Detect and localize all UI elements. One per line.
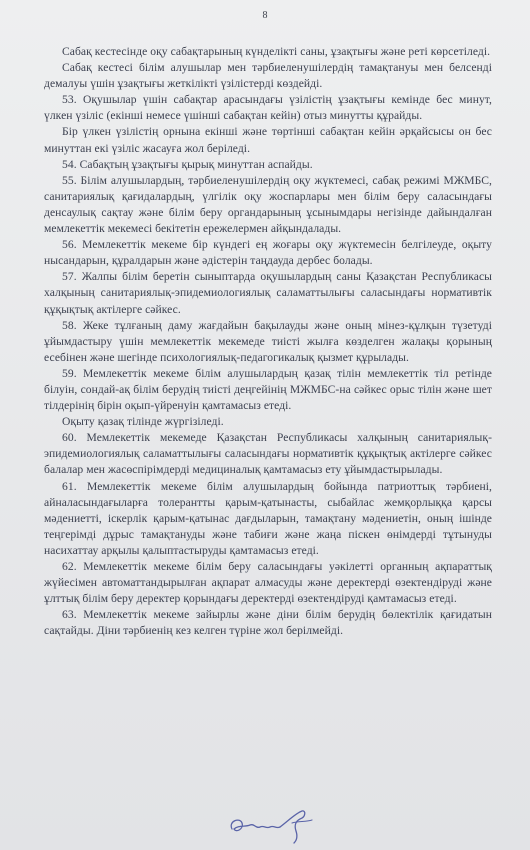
paragraph-schedule-breaks: Сабақ кестесі білім алушылар мен тәрбиеленушілердің тамақтануы мен белсенді демалуы үшін ұзақтығы жеткілікті үзілістерді көздейді. xyxy=(44,61,492,91)
paragraph-59: 59. Мемлекеттік мекеме білім алушылардың қазақ тілін мемлекеттік тіл ретінде білуін, сондай-ақ білім берудің тиісті деңгейінің МЖМБС-на сәйкес орыс тілін және шет тілдерінің бірін оқып-үйренуін қамтамасыз етеді. xyxy=(44,366,492,413)
paragraph-53: 53. Оқушылар үшін сабақтар арасындағы үзілістің ұзақтығы кемінде бес минут, үлкен үзіліс (екінші немесе үшінші сабақтан кейін) отыз минутты құрайды. xyxy=(44,93,492,123)
paragraph-61: 61. Мемлекеттік мекеме білім алушылардың бойында патриоттық тәрбиені, айналасындағыларға толерантты қарым-қатынасты, сыбайлас жемқорлыққа қарсы мәдениетті, іскерлік қарым-қатынас дағдыларын, тамақтану мәдениетін, оның ішінде теңгерімді дұрыс тамақтануды және табиғи және жаңа піскен өнімдерді тұтынуды насихаттау арқылы қалыптастыруды қамтамасыз етеді. xyxy=(44,479,492,557)
paragraph-57: 57. Жалпы білім беретін сыныптарда оқушылардың саны Қазақстан Республикасы халқының санитариялық-эпидемиологиялық саламаттылығы саласындағы нормативтік құқықтық актілерге сәйкес. xyxy=(44,270,492,316)
paragraph-63: 63. Мемлекеттік мекеме зайырлы және діни білім берудің бөлектілік қағидатын сақтайды. Діни тәрбиенің кез келген түріне жол берілмейді. xyxy=(44,608,492,638)
paragraph-60: 60. Мемлекеттік мекемеде Қазақстан Республикасы халқының санитариялық-эпидемиологиялық саламаттылығы саласындағы нормативтік құқықтық актілерге сәйкес балалар мен жасөспірімдерді медициналық қамтамасыз ету ұйымдастырылады. xyxy=(44,431,492,477)
handwritten-signature xyxy=(226,805,316,845)
paragraph-62: 62. Мемлекеттік мекеме білім беру саласындағы уәкілетті органның ақпараттық жүйесімен автоматтандырылған ақпарат алмасуды және деректерді өзектендіруді және ұлттық білім беру деректер қорындағы деректерді өзектендіруді қамтамасыз етеді. xyxy=(44,560,492,606)
paragraph-58: 58. Жеке тұлғаның даму жағдайын бақылауды және оның мінез-құлқын түзетуді ұйымдастыру үшін мемлекеттік мекемеде тиісті жылға көзделген жалақы қорының есебінен және шегінде психологиялық-педагогикалық қызмет құрылады. xyxy=(44,318,492,364)
paragraph-54: 54. Сабақтың ұзақтығы қырық минуттан аспайды. xyxy=(62,157,313,171)
paragraph-schedule-content: Сабақ кестесінде оқу сабақтарының күнделікті саны, ұзақтығы және реті көрсетіледі. xyxy=(62,45,491,58)
paragraph-55: 55. Білім алушылардың, тәрбиеленушілердің оқу жүктемесі, сабақ режимі МЖМБС, санитариялық қағидалардың, үлгілік оқу жоспарлары мен білім беру саласындағы денсаулық сақтау және білім беру органдарының ұсынымдары негізінде дайындалған мемлекеттік мекемесі бекітетін ережелермен айқындалады. xyxy=(44,173,492,236)
paragraph-56: 56. Мемлекеттік мекеме бір күндегі ең жоғары оқу жүктемесін белгілеуде, оқыту нысандарын, құралдарын және әдістерін таңдауда дербес болады. xyxy=(44,238,492,268)
paragraph-59-language: Оқыту қазақ тілінде жүргізіледі. xyxy=(62,415,224,429)
page-number: 8 xyxy=(262,10,268,21)
document-body xyxy=(44,44,492,639)
paragraph-53-note: Бір үлкен үзілістің орнына екінші және төртінші сабақтан кейін әрқайсысы он бес минуттан екі үзіліс жасауға жол беріледі. xyxy=(44,125,492,155)
